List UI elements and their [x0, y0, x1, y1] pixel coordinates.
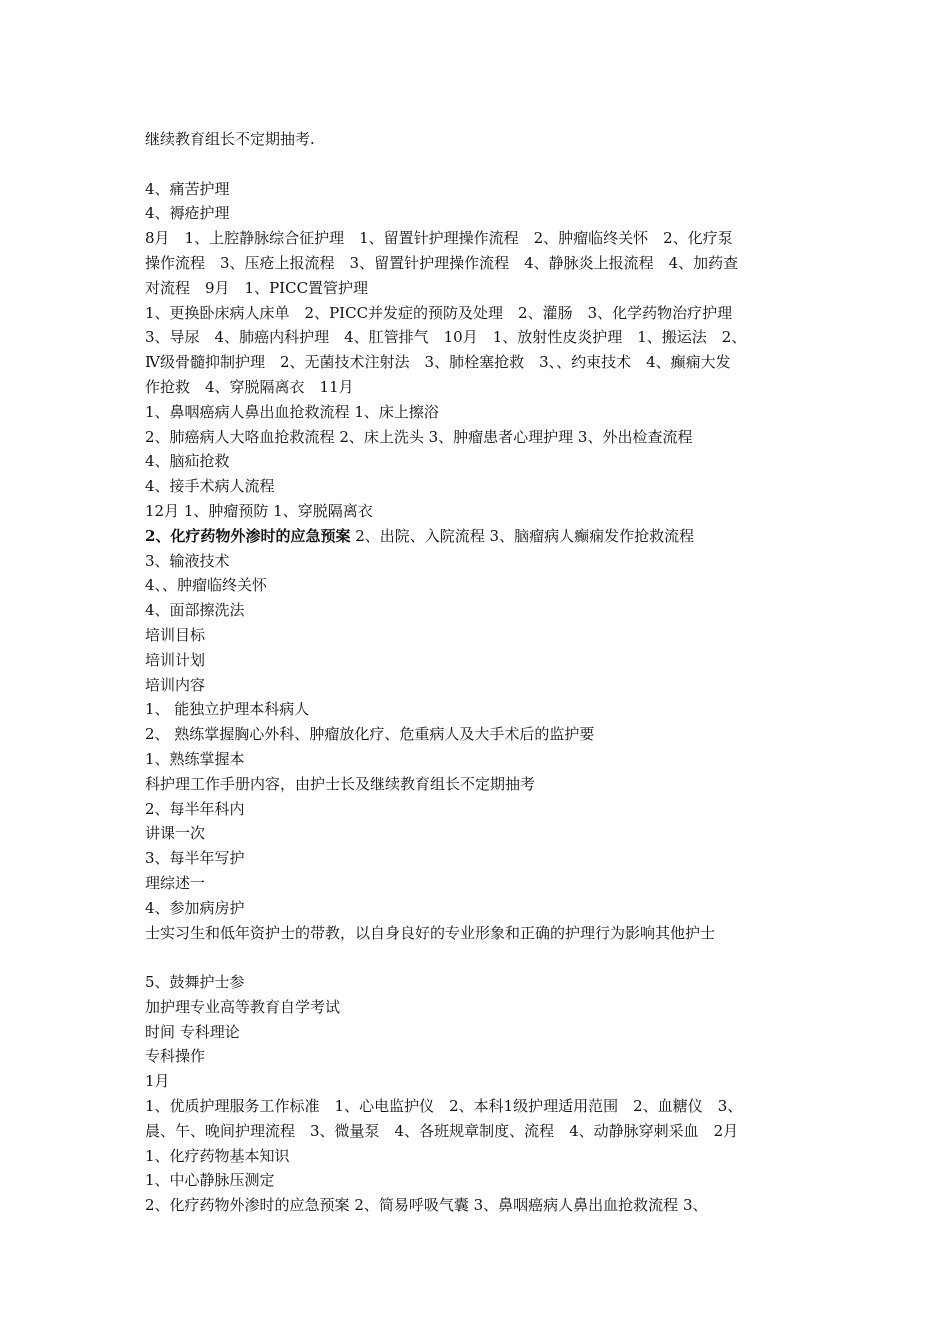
text-line: 12月 1、肿瘤预防 1、穿脱隔离衣 — [145, 501, 373, 520]
text-line: 培训内容 — [145, 675, 206, 694]
text-line: 培训目标 — [145, 625, 206, 644]
text-line: 5、鼓舞护士参 — [145, 973, 245, 992]
text-line: 对流程 9月 1、PICC置管护理 — [145, 278, 369, 297]
text-line: 4、褥疮护理 — [145, 204, 230, 223]
text-line: 培训计划 — [145, 650, 206, 669]
text-line: 3、导尿 4、肺癌内科护理 4、肛管排气 10月 1、放射性皮炎护理 1、搬运法 2、 — [145, 328, 747, 347]
text-line: 4、参加病房护 — [145, 898, 245, 917]
text-span: 2、出院、入院流程 3、脑瘤病人癫痫发作抢救流程 — [350, 526, 695, 545]
document-page — [145, 127, 815, 1218]
text-line: 4、接手术病人流程 — [145, 477, 275, 496]
text-line: 2、化疗药物外渗时的应急预案 2、简易呼吸气囊 3、鼻咽癌病人鼻出血抢救流程 3、 — [145, 1196, 708, 1215]
text-line: 1月 — [145, 1072, 170, 1091]
text-line: 士实习生和低年资护士的带教，以自身良好的专业形象和正确的护理行为影响其他护士 — [145, 923, 716, 942]
text-line: 晨、午、晚间护理流程 3、微量泵 4、各班规章制度、流程 4、动静脉穿刺采血 2月 — [145, 1121, 739, 1140]
text-line: 4、痛苦护理 — [145, 179, 230, 198]
bold-heading: 2、化疗药物外渗时的应急预案 — [145, 526, 351, 545]
text-line: 1、 能独立护理本科病人 — [145, 700, 310, 719]
text-line: 1、中心静脉压测定 — [145, 1171, 275, 1190]
text-line: 时间 专科理论 — [145, 1022, 240, 1041]
text-line: 科护理工作手册内容，由护士长及继续教育组长不定期抽考 — [145, 774, 536, 793]
text-line: 加护理专业高等教育自学考试 — [145, 997, 341, 1016]
text-line: 2、 熟练掌握胸心外科、肿瘤放化疗、危重病人及大手术后的监护要 — [145, 725, 595, 744]
text-line: 4、脑疝抢救 — [145, 452, 230, 471]
text-line: 2、肺癌病人大咯血抢救流程 2、床上洗头 3、肿瘤患者心理护理 3、外出检查流程 — [145, 427, 693, 446]
text-line: 讲课一次 — [145, 824, 206, 843]
text-line: 3、输液技术 — [145, 551, 230, 570]
text-line — [145, 524, 815, 549]
text-line: 8月 1、上腔静脉综合征护理 1、留置针护理操作流程 2、肿瘤临终关怀 2、化疗泵 — [145, 229, 733, 248]
text-line: 作抢救 4、穿脱隔离衣 11月 — [145, 377, 354, 396]
text-line: 4、面部擦洗法 — [145, 601, 245, 620]
blank-line — [145, 945, 815, 970]
text-line: 3、每半年写护 — [145, 849, 245, 868]
text-line: 1、熟练掌握本 — [145, 749, 245, 768]
text-line: 继续教育组长不定期抽考. — [145, 130, 315, 148]
text-line: Ⅳ级骨髓抑制护理 2、无菌技术注射法 3、肺栓塞抢救 3、、约束技术 4、癫痫大发 — [145, 353, 731, 372]
text-line: 操作流程 3、压疮上报流程 3、留置针护理操作流程 4、静脉炎上报流程 4、加药查 — [145, 253, 739, 272]
text-line: 1、优质护理服务工作标准 1、心电监护仪 2、本科1级护理适用范围 2、血糖仪 3、 — [145, 1097, 743, 1116]
text-line: 1、化疗药物基本知识 — [145, 1146, 290, 1165]
blank-line — [145, 152, 815, 177]
text-line: 4、、肿瘤临终关怀 — [145, 576, 268, 595]
text-line: 理综述一 — [145, 873, 206, 892]
text-line: 1、鼻咽癌病人鼻出血抢救流程 1、床上擦浴 — [145, 402, 439, 421]
text-line: 2、每半年科内 — [145, 799, 245, 818]
text-line: 专科操作 — [145, 1047, 206, 1066]
text-line: 1、更换卧床病人床单 2、PICC并发症的预防及处理 2、灌肠 3、化学药物治疗护理 — [145, 303, 733, 322]
